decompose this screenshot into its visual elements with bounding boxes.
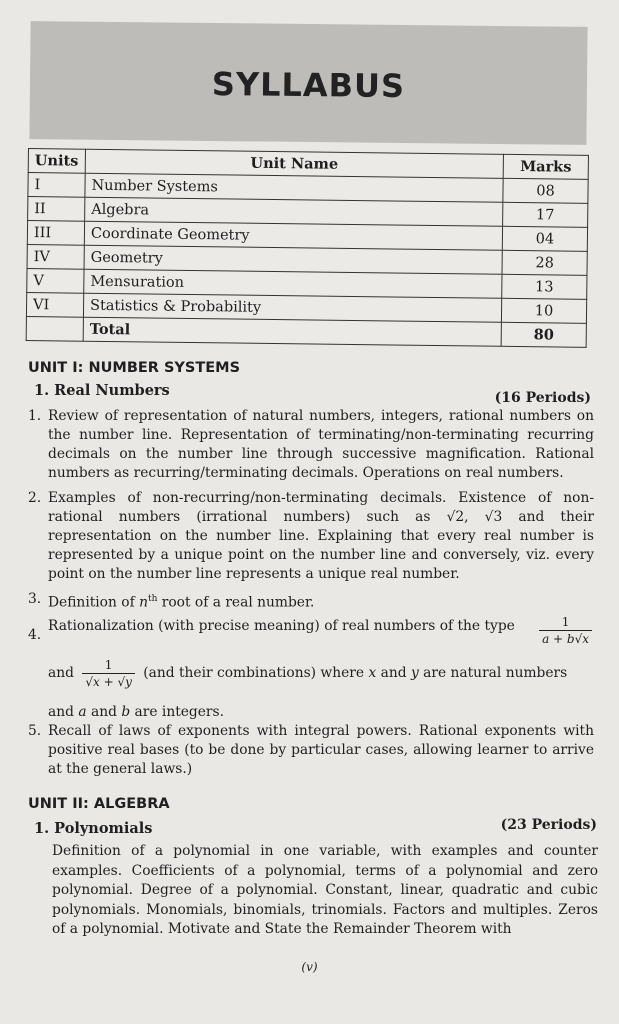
unit-cell: I [28, 173, 85, 198]
fraction-2-numerator: 1 [82, 657, 135, 674]
item-text-part: and [90, 704, 117, 720]
unit2-section-title: 1. Polynomials [34, 820, 153, 837]
sqrt3-expression: √3 [484, 509, 503, 525]
syllabus-table [26, 148, 589, 348]
unit-cell: IV [27, 244, 84, 269]
unit-name-cell: Statistics & Probability [83, 293, 501, 322]
total-label: Total [83, 317, 501, 346]
x-variable: x [368, 665, 377, 681]
unit1-section-title: 1. Real Numbers [34, 382, 170, 399]
item-text-part: and their representation on the number line. Explaining that every real number is represented by a unique point on the number line and conversely, viz. every point on the number line represents a unique real number. [48, 509, 594, 582]
item-number: 5. [28, 723, 42, 739]
item-text-part: (and their combinations) where [143, 665, 365, 681]
item-text-part: root of a real number. [161, 594, 315, 611]
unit2-periods: (23 Periods) [500, 817, 597, 833]
marks-cell: 28 [502, 250, 587, 275]
n-variable: n [139, 594, 148, 611]
fraction-2-denominator: √x + √y [85, 675, 132, 689]
total-marks: 80 [501, 322, 586, 347]
item-text [48, 590, 594, 613]
title-banner [29, 21, 587, 145]
header-marks: Marks [503, 154, 588, 179]
item-number: 1. [28, 408, 42, 424]
item-text-part: and [380, 665, 407, 681]
marks-cell: 17 [503, 202, 588, 227]
unit-name-cell: Number Systems [85, 173, 503, 202]
unit1-heading: UNIT I: NUMBER SYSTEMS [28, 360, 241, 376]
a-variable: a [78, 704, 87, 720]
unit1-periods: (16 Periods) [494, 390, 591, 406]
fraction-1-numerator: 1 [539, 614, 592, 631]
page-title: SYLLABUS [211, 64, 406, 106]
total-empty-cell [26, 316, 83, 341]
item-text [48, 489, 594, 584]
marks-cell: 08 [503, 178, 588, 203]
unit-cell: II [28, 197, 85, 222]
marks-cell: 04 [502, 226, 587, 251]
unit2-heading: UNIT II: ALGEBRA [28, 796, 170, 812]
list-item [28, 722, 594, 779]
list-item [28, 590, 594, 613]
unit-cell: VI [26, 292, 83, 317]
unit-cell: V [27, 268, 84, 293]
unit-name-cell: Coordinate Geometry [84, 221, 502, 250]
list-item [28, 407, 594, 483]
b-variable: b [121, 704, 131, 720]
header-unit-name: Unit Name [85, 149, 503, 178]
item-text-part: Definition of [48, 594, 135, 611]
marks-cell: 10 [501, 298, 586, 323]
unit-name-cell: Algebra [85, 197, 503, 226]
sqrt2-expression: √2 [446, 509, 465, 525]
item-text-part: and [48, 704, 74, 720]
comma: , [464, 509, 469, 525]
item-number: 3. [28, 591, 42, 607]
list-item [28, 614, 594, 724]
item-text-part: are integers. [134, 704, 224, 720]
superscript-th: th [147, 594, 158, 604]
fraction-1 [539, 614, 592, 647]
unit-name-cell: Geometry [84, 245, 502, 274]
item-text [48, 614, 594, 724]
header-units: Units [28, 149, 85, 174]
marks-cell: 13 [502, 274, 587, 299]
item-text: Recall of laws of exponents with integral powers. Rational exponents with positive real bases (to be done by particular cases, allowing learner to arrive at the general laws.) [48, 723, 594, 777]
item-text-part: are natural numbers [423, 665, 568, 681]
item-text-part: and [48, 665, 74, 681]
unit-cell: III [27, 221, 84, 246]
item-text-part: Rationalization (with precise meaning) of real numbers of the type [48, 618, 515, 634]
list-item [28, 489, 594, 584]
unit-name-cell: Mensuration [84, 269, 502, 298]
y-variable: y [410, 665, 419, 681]
unit2-paragraph: Definition of a polynomial in one variable, with examples and counter examples. Coefficients of a polynomial, terms of a polynomial and zero polynomial. Degree of a polynomial. Constant, linear, quadratic and cubic polynomials. Monomials, binomials, trinomials. Factors and multiples. Zeros of a polynomial. Motivate and State the Remainder Theorem with [52, 843, 598, 937]
item-text: Review of representation of natural numbers, integers, rational numbers on the number line. Representation of terminating/non-terminating recurring decimals on the number line through successive magnification. Rational numbers as recurring/terminating decimals. Operations on real numbers. [48, 408, 594, 481]
item-number: 2. [28, 490, 42, 506]
fraction-1-denominator: a + b√x [542, 632, 589, 646]
page-number: (v) [301, 960, 318, 974]
fraction-2 [82, 657, 135, 690]
item-text-part: Examples of non-recurring/non-terminating decimals. Existence of non-rational numbers (irrational numbers) such as [48, 490, 594, 525]
item-number: 4. [28, 627, 42, 643]
